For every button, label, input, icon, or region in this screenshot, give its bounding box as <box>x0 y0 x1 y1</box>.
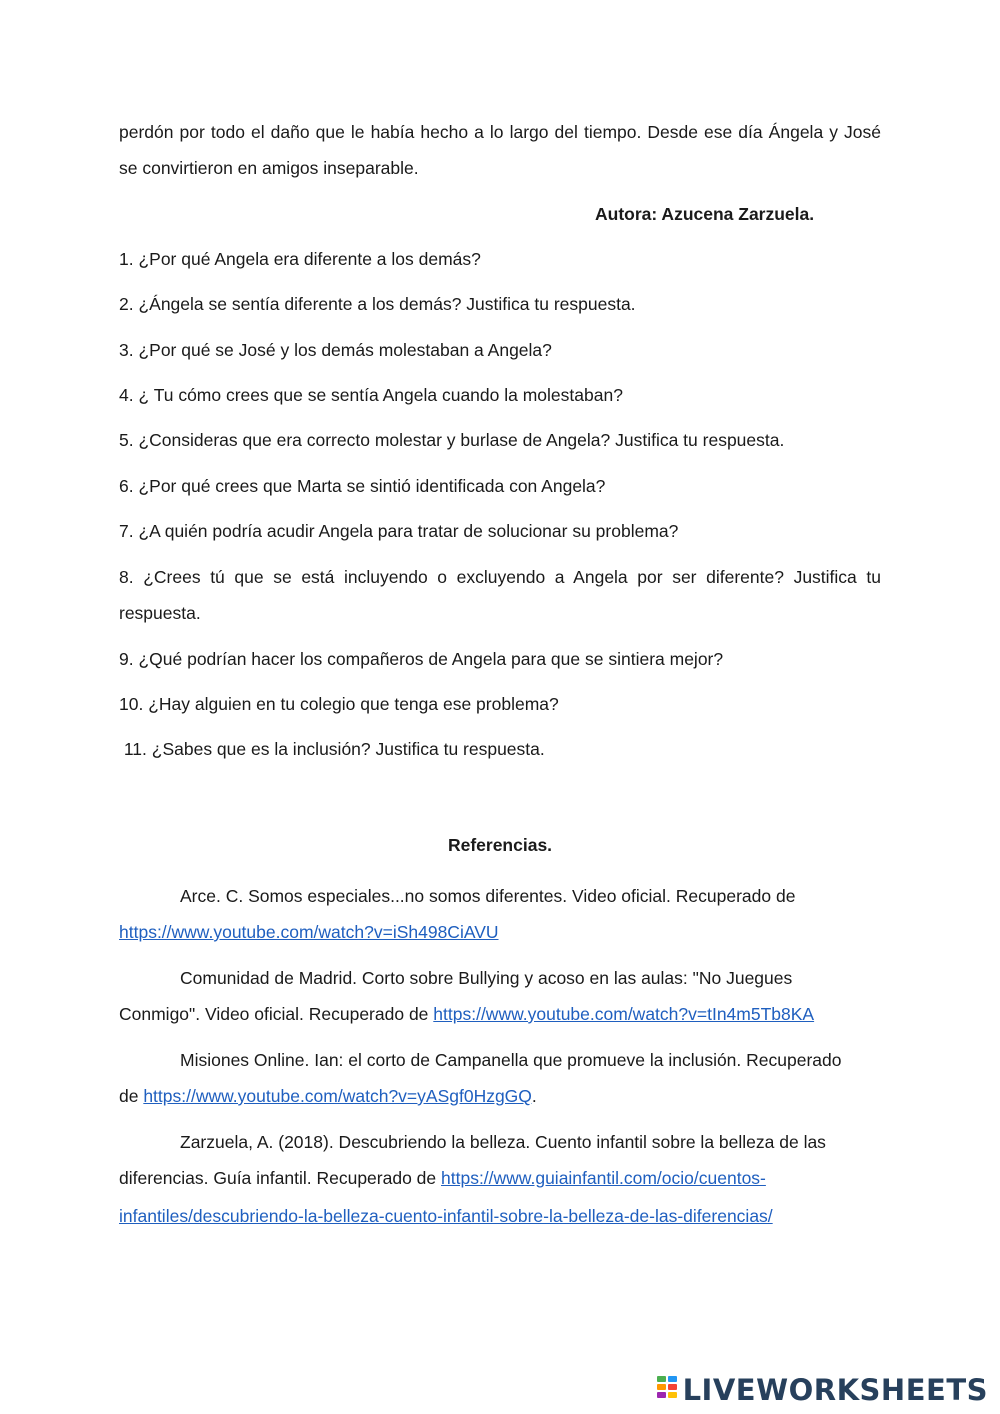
reference-2-line-2 <box>119 1002 881 1026</box>
liveworksheets-logo-text: LIVEWORKSHEETS <box>682 1373 988 1407</box>
reference-4-link-part-2[interactable]: infantiles/descubriendo-la-belleza-cuento-infantil-sobre-la-belleza-de-las-diferencias/ <box>119 1206 773 1226</box>
reference-1-link-line <box>119 920 881 944</box>
reference-2-text-2: Conmigo". Video oficial. Recuperado de <box>119 1004 434 1024</box>
reference-3-text-2: de <box>119 1086 144 1106</box>
question-2: 2. ¿Ángela se sentía diferente a los demás? Justifica tu respuesta. <box>119 294 636 314</box>
question-6: 6. ¿Por qué crees que Marta se sintió identificada con Angela? <box>119 476 606 496</box>
liveworksheets-logo <box>657 1372 988 1408</box>
reference-2-link[interactable]: https://www.youtube.com/watch?v=tIn4m5Tb8KA <box>433 1004 815 1024</box>
question-5: 5. ¿Consideras que era correcto molestar y burlase de Angela? Justifica tu respuesta. <box>119 430 785 450</box>
reference-4-link-part-1[interactable]: https://www.guiainfantil.com/ocio/cuentos- <box>441 1168 766 1188</box>
liveworksheets-mark-icon <box>657 1376 679 1404</box>
question-1: 1. ¿Por qué Angela era diferente a los demás? <box>119 249 481 269</box>
reference-3-line-2 <box>119 1084 881 1108</box>
question-8-continued: respuesta. <box>119 603 201 623</box>
references-heading: Referencias. <box>447 835 553 855</box>
story-line-1: perdón por todo el daño que le había hecho a lo largo del tiempo. Desde ese día Ángela y José <box>119 122 881 142</box>
question-9: 9. ¿Qué podrían hacer los compañeros de Angela para que se sintiera mejor? <box>119 649 724 669</box>
author-credit: Autora: Azucena Zarzuela. <box>595 204 815 224</box>
reference-2-text: Comunidad de Madrid. Corto sobre Bullying y acoso en las aulas: "No Juegues <box>180 968 793 988</box>
reference-3-period: . <box>531 1086 537 1106</box>
question-8: 8. ¿Crees tú que se está incluyendo o excluyendo a Angela por ser diferente? Justifica tu <box>119 567 881 587</box>
reference-4-line-3 <box>119 1204 881 1228</box>
reference-3-text: Misiones Online. Ian: el corto de Campanella que promueve la inclusión. Recuperado <box>180 1050 842 1070</box>
story-line-2: se convirtieron en amigos inseparable. <box>119 158 419 178</box>
question-7: 7. ¿A quién podría acudir Angela para tratar de solucionar su problema? <box>119 521 679 541</box>
question-11: 11. ¿Sabes que es la inclusión? Justifica tu respuesta. <box>119 739 545 759</box>
reference-4-text: Zarzuela, A. (2018). Descubriendo la belleza. Cuento infantil sobre la belleza de las <box>180 1132 826 1152</box>
reference-4-line-2 <box>119 1166 881 1190</box>
reference-1-link[interactable]: https://www.youtube.com/watch?v=iSh498CiAVU <box>119 922 499 942</box>
reference-4-text-2: diferencias. Guía infantil. Recuperado de <box>119 1168 441 1188</box>
question-4: 4. ¿ Tu cómo crees que se sentía Angela cuando la molestaban? <box>119 385 623 405</box>
reference-1-text: Arce. C. Somos especiales...no somos diferentes. Video oficial. Recuperado de <box>180 886 796 906</box>
question-3: 3. ¿Por qué se José y los demás molestaban a Angela? <box>119 340 552 360</box>
question-10: 10. ¿Hay alguien en tu colegio que tenga ese problema? <box>119 694 559 714</box>
reference-3-link[interactable]: https://www.youtube.com/watch?v=yASgf0HzgGQ <box>143 1086 532 1106</box>
